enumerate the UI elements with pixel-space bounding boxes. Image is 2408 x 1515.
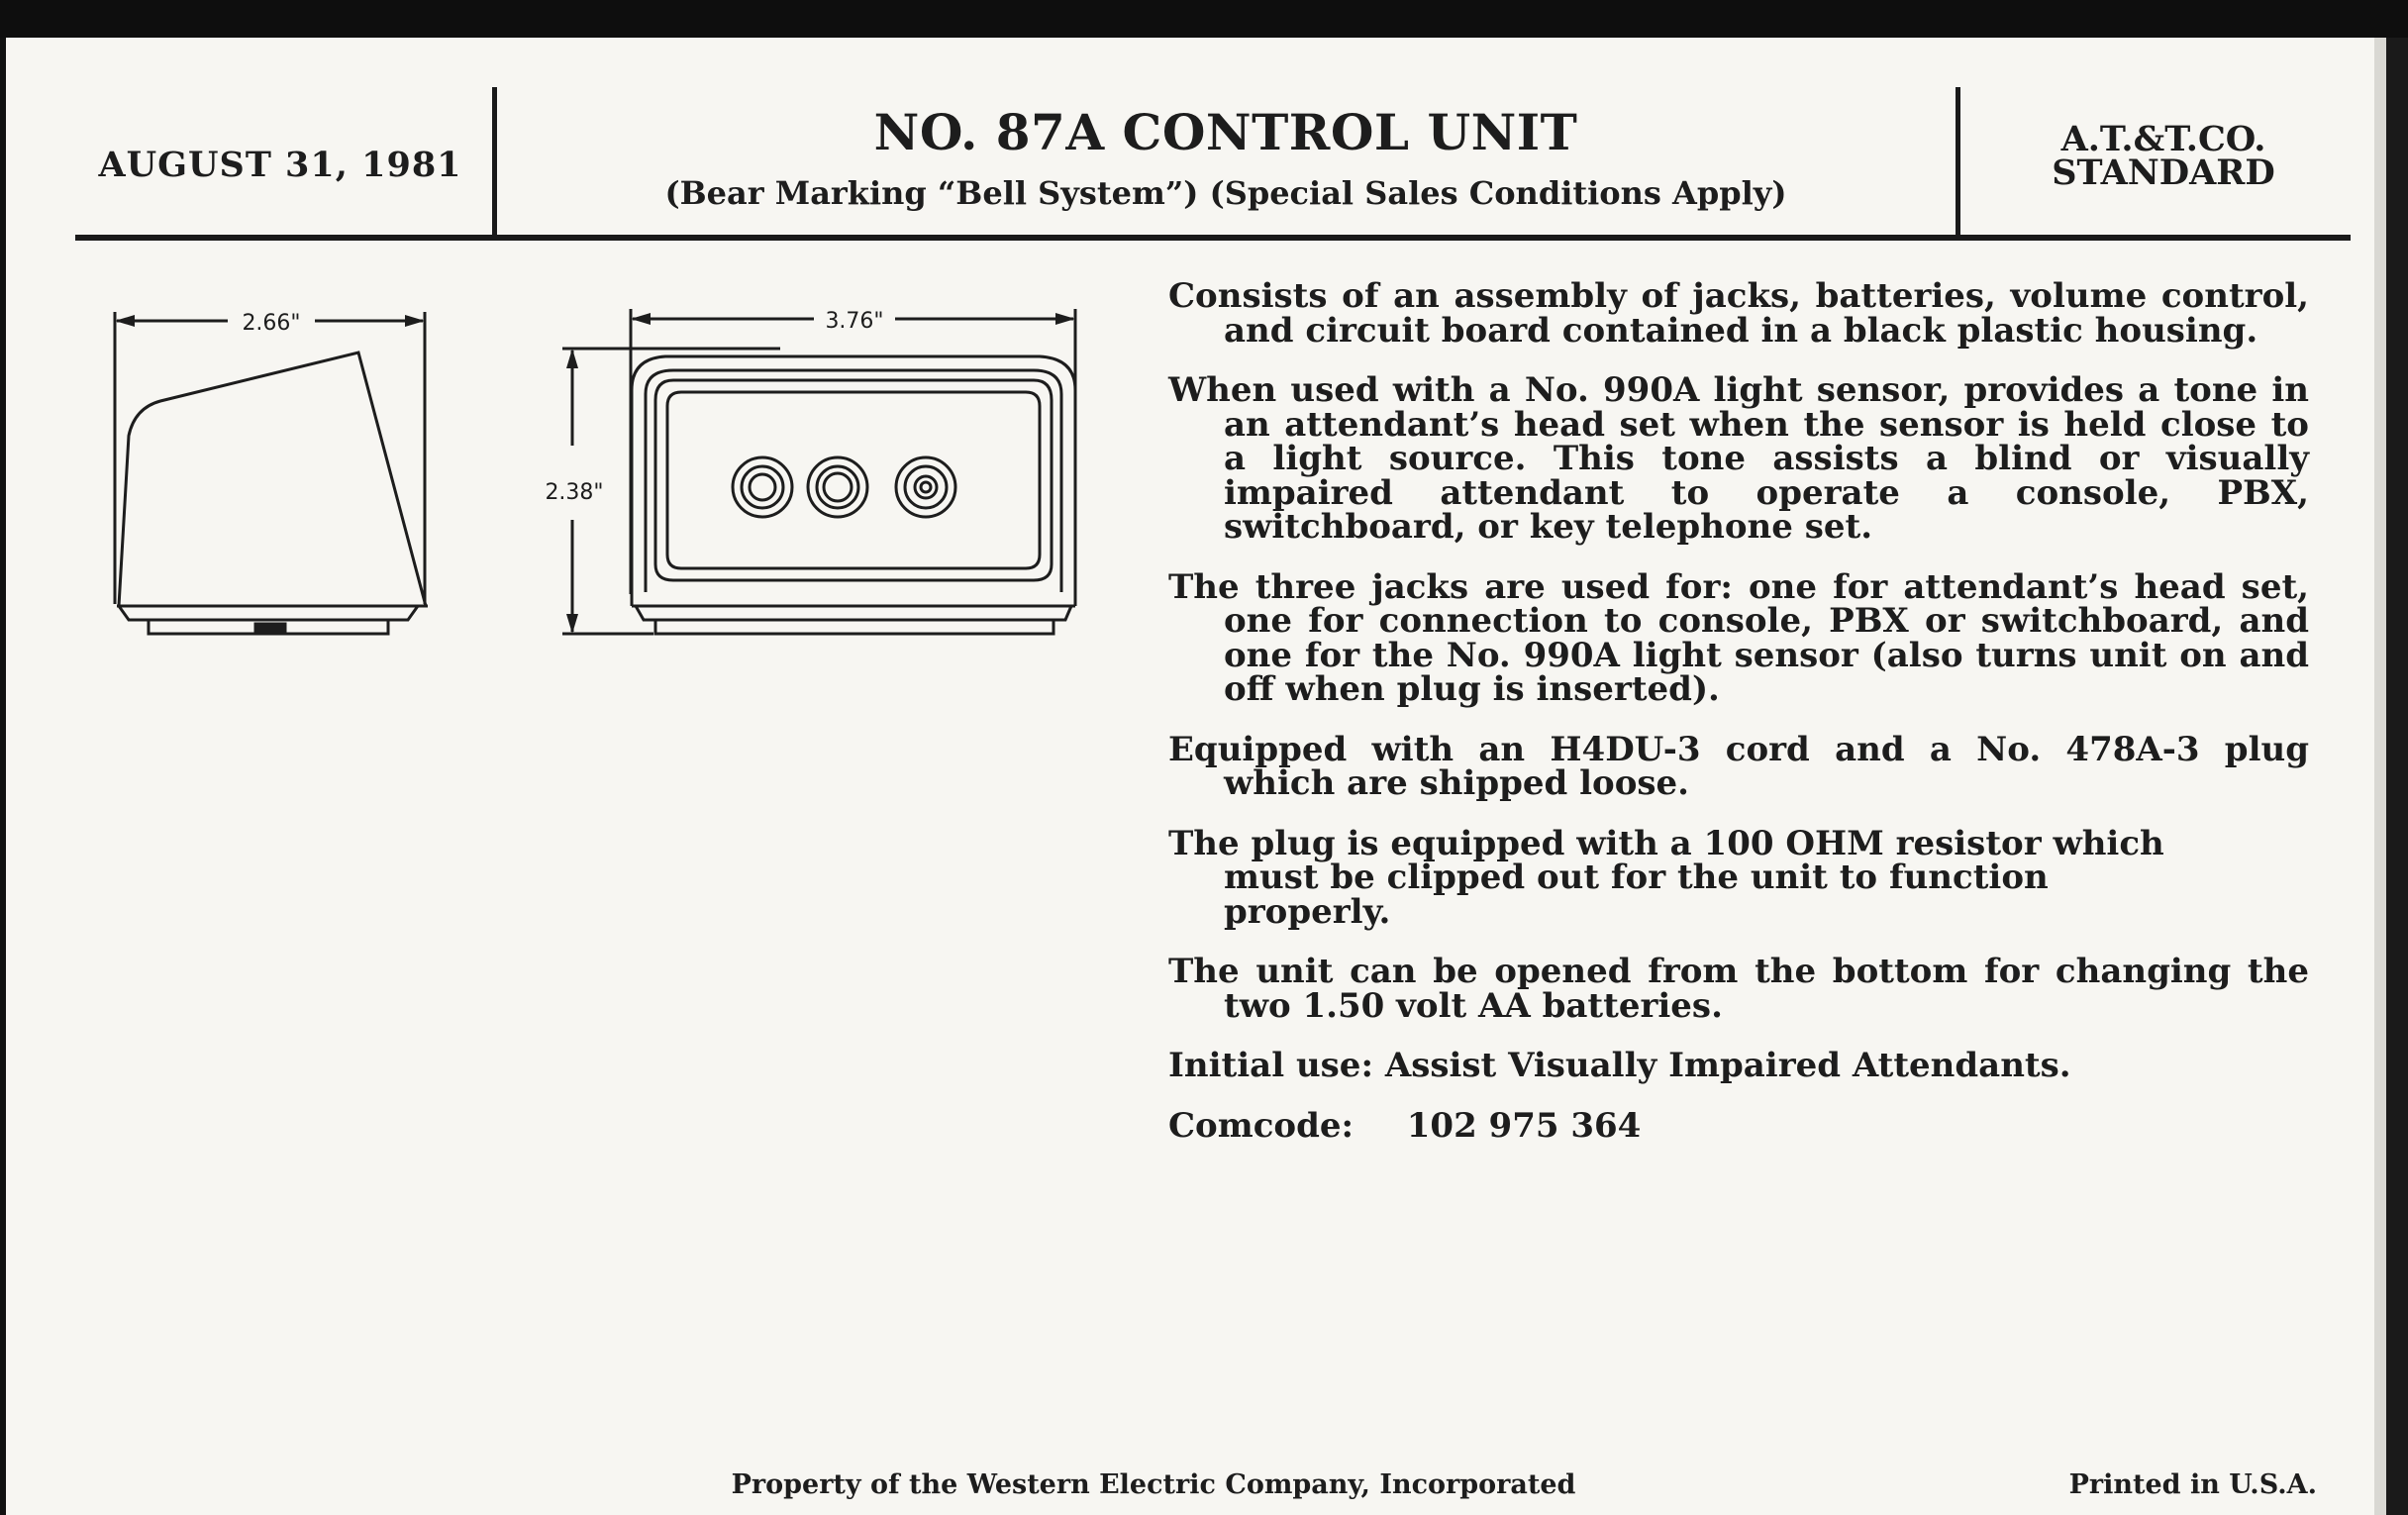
printed-notice: Printed in U.S.A. <box>2068 1469 2317 1500</box>
initial-use: Initial use: Assist Visually Impaired Attendants. <box>1168 1046 2071 1085</box>
description-paragraph: Consists of an assembly of jacks, batteries, volume control, and circuit board contained in a black plastic housing. <box>1168 276 2309 351</box>
comcode-label: Comcode: <box>1168 1105 1354 1146</box>
standard-line-2: STANDARD <box>2052 152 2275 193</box>
description-paragraph: The three jacks are used for: one for attendant’s head set, one for connection to console, PBX or switchboard, and one for the No. 990A light sensor (also turns unit on and off when plug is inserted). <box>1168 566 2309 709</box>
side-width-label: 2.66" <box>242 311 301 336</box>
standard-line-1: A.T.&T.CO. <box>2060 119 2266 159</box>
front-height-label: 2.38" <box>545 480 604 505</box>
description <box>1168 276 2309 1168</box>
issue-date: AUGUST 31, 1981 <box>98 145 462 185</box>
front-view-drawing <box>562 309 1075 634</box>
page-title: NO. 87A CONTROL UNIT <box>873 103 1578 161</box>
front-width-label: 3.76" <box>825 309 884 334</box>
description-paragraph: When used with a No. 990A light sensor, provides a tone in an attendant’s head set when the sensor is held close to a light source. This tone assists a blind or visually impaired attendant to operate a console, PBX, switchboard, or key telephone set. <box>1168 370 2309 547</box>
description-paragraph: Equipped with an H4DU-3 cord and a No. 478A-3 plug which are shipped loose. <box>1168 729 2309 803</box>
description-paragraph: The unit can be opened from the bottom for changing the two 1.50 volt AA batteries. <box>1168 952 2309 1026</box>
property-notice: Property of the Western Electric Company, Incorporated <box>731 1469 1576 1500</box>
description-paragraph: The plug is equipped with a 100 OHM resistor which must be clipped out for the unit to function properly. <box>1168 823 2164 932</box>
comcode-value: 102 975 364 <box>1406 1105 1642 1146</box>
page-subtitle: (Bear Marking “Bell System”) (Special Sales Conditions Apply) <box>664 174 1787 212</box>
comcode-line <box>1168 1105 2309 1146</box>
side-view-drawing <box>115 312 428 634</box>
